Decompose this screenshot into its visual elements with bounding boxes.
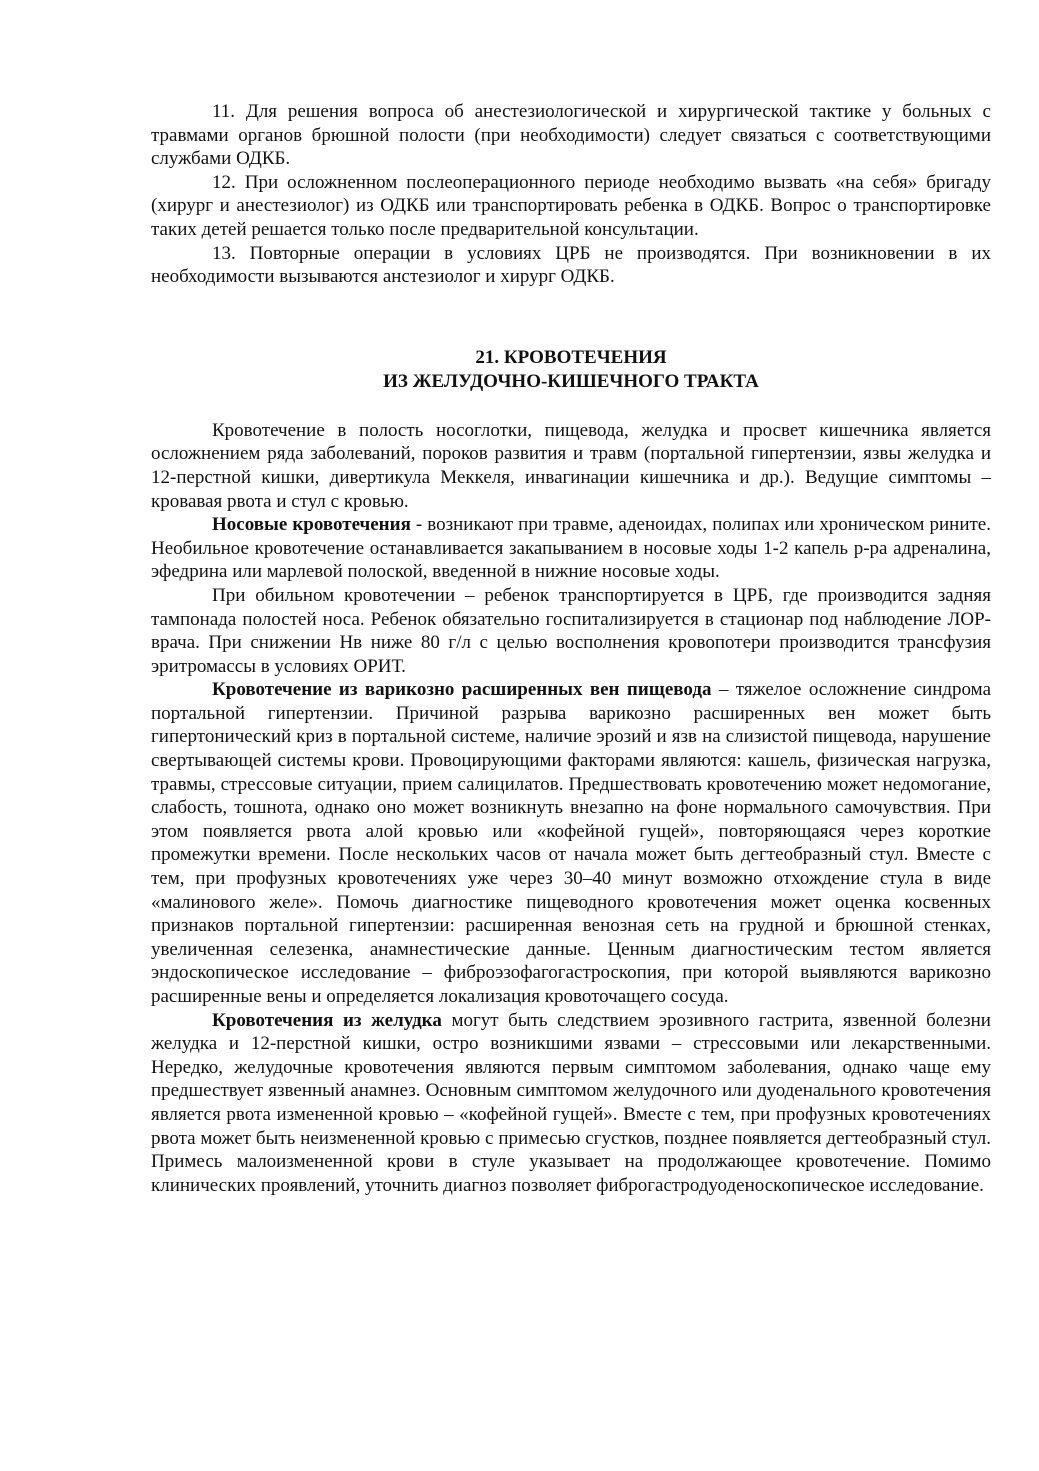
document-page: [151, 100, 991, 1197]
section-spacer: [151, 289, 991, 346]
varices-bleeding-paragraph: [151, 678, 991, 1008]
nasal-bleeding-term: Носовые кровотечения: [212, 514, 411, 536]
nasal-bleeding-text: - возникают при травме, аденоидах, полипах или хроническом рините. Необильное кровотечение останавливается закапыванием в носовые ходы 1-2 капель р-ра адреналина, эфедрина или марлевой полоской, введенной в нижние носовые ходы.: [151, 514, 991, 583]
stomach-bleeding-term: Кровотечения из желудка: [212, 1009, 442, 1031]
varices-bleeding-term: Кровотечение из варикозно расширенных вен пищевода: [212, 679, 712, 701]
nasal-bleeding-paragraph: [151, 513, 991, 584]
list-item-13: 13. Повторные операции в условиях ЦРБ не производятся. При возникновении в их необходимости вызываются анстезиолог и хирург ОДКБ.: [151, 242, 991, 288]
list-item-11: 11. Для решения вопроса об анестезиологической и хирургической тактике у больных с травмами органов брюшной полости (при необходимости) следует связаться с соответствующими службами ОДКБ.: [151, 101, 991, 170]
section-title-line2: ИЗ ЖЕЛУДОЧНО-КИШЕЧНОГО ТРАКТА: [383, 370, 759, 392]
stomach-bleeding-text: могут быть следствием эрозивного гастрита, язвенной болезни желудка и 12-перстной кишки, остро возникшими язвами – стрессовыми или лекарственными. Нередко, желудочные кровотечения являются первым симптомом заболевания, однако чаще ему предшествует язвенный анамнез. Основным симптомом желудочного или дуоденального кровотечения является рвота измененной кровью – «кофейной гущей». Вместе с тем, при профузных кровотечениях рвота может быть неизмененной кровью с примесью сгустков, позднее появляется дегтеобразный стул. Примесь малоизмененной крови в стуле указывает на продолжающее кровотечение. Помимо клинических проявлений, уточнить диагноз позволяет фиброгастродуоденоскопическое исследование.: [151, 1009, 991, 1196]
varices-bleeding-text: – тяжелое осложнение синдрома портальной гипертензии. Причиной разрыва варикозно расширенных вен может быть гипертонический криз в портальной системе, наличие эрозий и язв на слизистой пищевода, нарушение свертывающей системы крови. Провоцирующими факторами являются: кашель, физическая нагрузка, травмы, стрессовые ситуации, прием салицилатов. Предшествовать кровотечению может недомогание, слабость, тошнота, однако оно может возникнуть внезапно на фоне нормального самочувствия. При этом появляется рвота алой кровью или «кофейной гущей», повторяющаяся через короткие промежутки времени. После нескольких часов от начала может быть дегтеобразный стул. Вместе с тем, при профузных кровотечениях уже через 30–40 минут возможно отхождение стула в виде «малинового желе». Помочь диагностике пищеводного кровотечения может оценка косвенных признаков портальной гипертензии: расширенная венозная сеть на грудной и брюшной стенках, увеличенная селезенка, анамнестические данные. Ценным диагностическим тестом является эндоскопическое исследование – фиброэзофагогастроскопия, при которой выявляются варикозно расширенные вены и определяется локализация кровоточащего сосуда.: [151, 679, 992, 1007]
stomach-bleeding-paragraph: [151, 1009, 991, 1198]
section-title-line1: 21. КРОВОТЕЧЕНИЯ: [475, 346, 667, 368]
heading-spacer: [151, 394, 991, 419]
heavy-bleeding-paragraph: При обильном кровотечении – ребенок транспортируется в ЦРБ, где производится задняя тампонада полостей носа. Ребенок обязательно госпитализируется в стационар под наблюдение ЛОР-врача. При снижении Нв ниже 80 г/л с целью восполнения кровопотери производится трансфузия эритромассы в условиях ОРИТ.: [151, 584, 991, 677]
intro-paragraph: Кровотечение в полость носоглотки, пищевода, желудка и просвет кишечника является осложнением ряда заболеваний, пороков развития и травм (портальной гипертензии, язвы желудка и 12-перстной кишки, дивертикула Меккеля, инвагинации кишечника и др.). Ведущие симптомы – кровавая рвота и стул с кровью.: [151, 419, 991, 512]
list-item-12: 12. При осложненном послеоперационного периоде необходимо вызвать «на себя» бригаду (хирург и анестезиолог) из ОДКБ или транспортировать ребенка в ОДКБ. Вопрос о транспортировке таких детей решается только после предварительной консультации.: [151, 171, 991, 240]
